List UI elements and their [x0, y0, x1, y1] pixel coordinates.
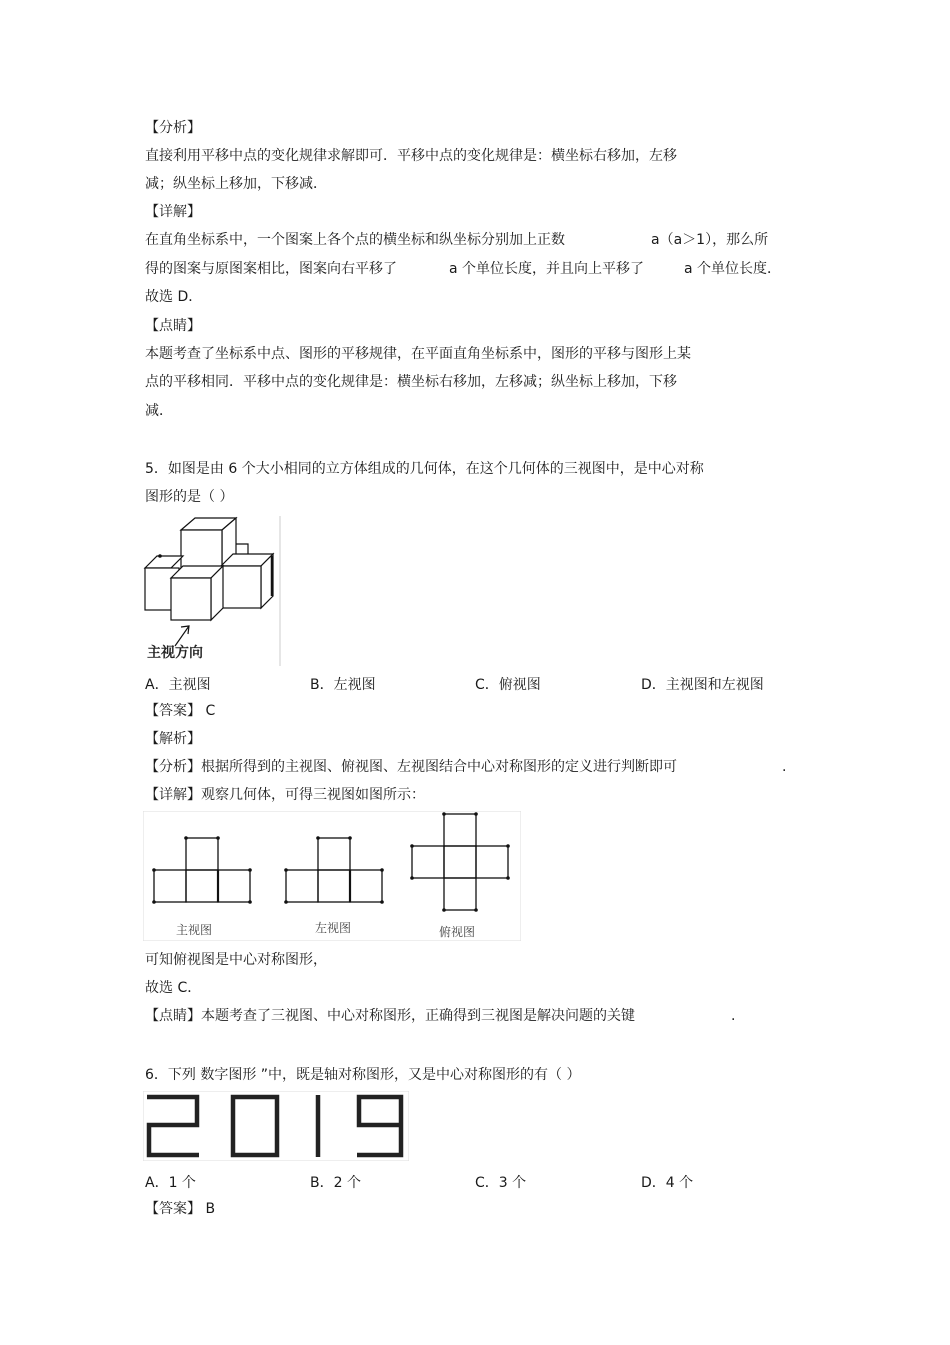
- q5-stem-line-2: 图形的是（ ）: [145, 489, 234, 505]
- q5-fenxi: 【分析】根据所得到的主视图、俯视图、左视图结合中心对称图形的定义进行判断即可: [145, 759, 677, 775]
- q5-option-b: B．左视图: [310, 677, 376, 693]
- q5-xiangjie: 【详解】观察几何体，可得三视图如图所示：: [145, 787, 425, 803]
- q5-jiexi-tag: 【解析】: [145, 731, 201, 747]
- q5-conclusion-1: 可知俯视图是中心对称图形，: [145, 952, 327, 968]
- q6-option-b: B．2 个: [310, 1175, 361, 1191]
- three-views-figure: [143, 811, 521, 941]
- left-view-label: 左视图: [315, 921, 352, 935]
- dianjing-line-3: 减．: [145, 403, 173, 419]
- fenxi-line-2: 减；纵坐标上移加，下移减．: [145, 176, 327, 192]
- q6-option-a: A．1 个: [145, 1175, 196, 1191]
- q5-stem-line-1: 5．如图是由 6 个大小相同的立方体组成的几何体，在这个几何体的三视图中，是中心对称: [145, 461, 704, 477]
- xiangjie-line-2a: 得的图案与原图案相比，图案向右平移了: [145, 261, 397, 277]
- q5-dianjing-period: .: [731, 1008, 736, 1024]
- q5-answer: 【答案】 C: [145, 703, 216, 719]
- q5-fenxi-period: .: [782, 759, 787, 775]
- top-view-label: 俯视图: [439, 925, 476, 939]
- view-direction-caption: 主视方向: [147, 645, 203, 661]
- q5-dianjing: 【点睛】本题考查了三视图、中心对称图形，正确得到三视图是解决问题的关键: [145, 1008, 635, 1024]
- q6-answer: 【答案】 B: [145, 1201, 216, 1217]
- front-view-label: 主视图: [176, 923, 213, 937]
- xiangjie-line-2c: a 个单位长度．: [684, 261, 782, 277]
- xiangjie-line-3: 故选 D．: [145, 289, 203, 305]
- q6-stem: 6．下列 数字图形 ”中，既是轴对称图形，又是中心对称图形的有（ ）: [145, 1067, 581, 1083]
- q5-option-a: A．主视图: [145, 677, 211, 693]
- q5-option-d: D．主视图和左视图: [641, 677, 764, 693]
- q6-option-c: C．3 个: [475, 1175, 527, 1191]
- cube-solid-figure: [143, 516, 283, 666]
- xiangjie-line-1b: a（a＞1），那么所: [651, 232, 769, 248]
- dianjing-tag: 【点睛】: [145, 318, 201, 334]
- xiangjie-line-1a: 在直角坐标系中，一个图案上各个点的横坐标和纵坐标分别加上正数: [145, 232, 565, 248]
- q6-option-d: D．4 个: [641, 1175, 694, 1191]
- q5-conclusion-2: 故选 C．: [145, 980, 202, 996]
- digit-figure-2019: [143, 1091, 409, 1161]
- dianjing-line-1: 本题考查了坐标系中点、图形的平移规律，在平面直角坐标系中，图形的平移与图形上某: [145, 346, 691, 362]
- fenxi-line-1: 直接利用平移中点的变化规律求解即可．平移中点的变化规律是：横坐标右移加，左移: [145, 148, 677, 164]
- fenxi-tag: 【分析】: [145, 120, 201, 136]
- dianjing-line-2: 点的平移相同．平移中点的变化规律是：横坐标右移加，左移减；纵坐标上移加，下移: [145, 374, 677, 390]
- xiangjie-tag: 【详解】: [145, 204, 201, 220]
- xiangjie-line-2b: a 个单位长度，并且向上平移了: [449, 261, 645, 277]
- q5-option-c: C．俯视图: [475, 677, 541, 693]
